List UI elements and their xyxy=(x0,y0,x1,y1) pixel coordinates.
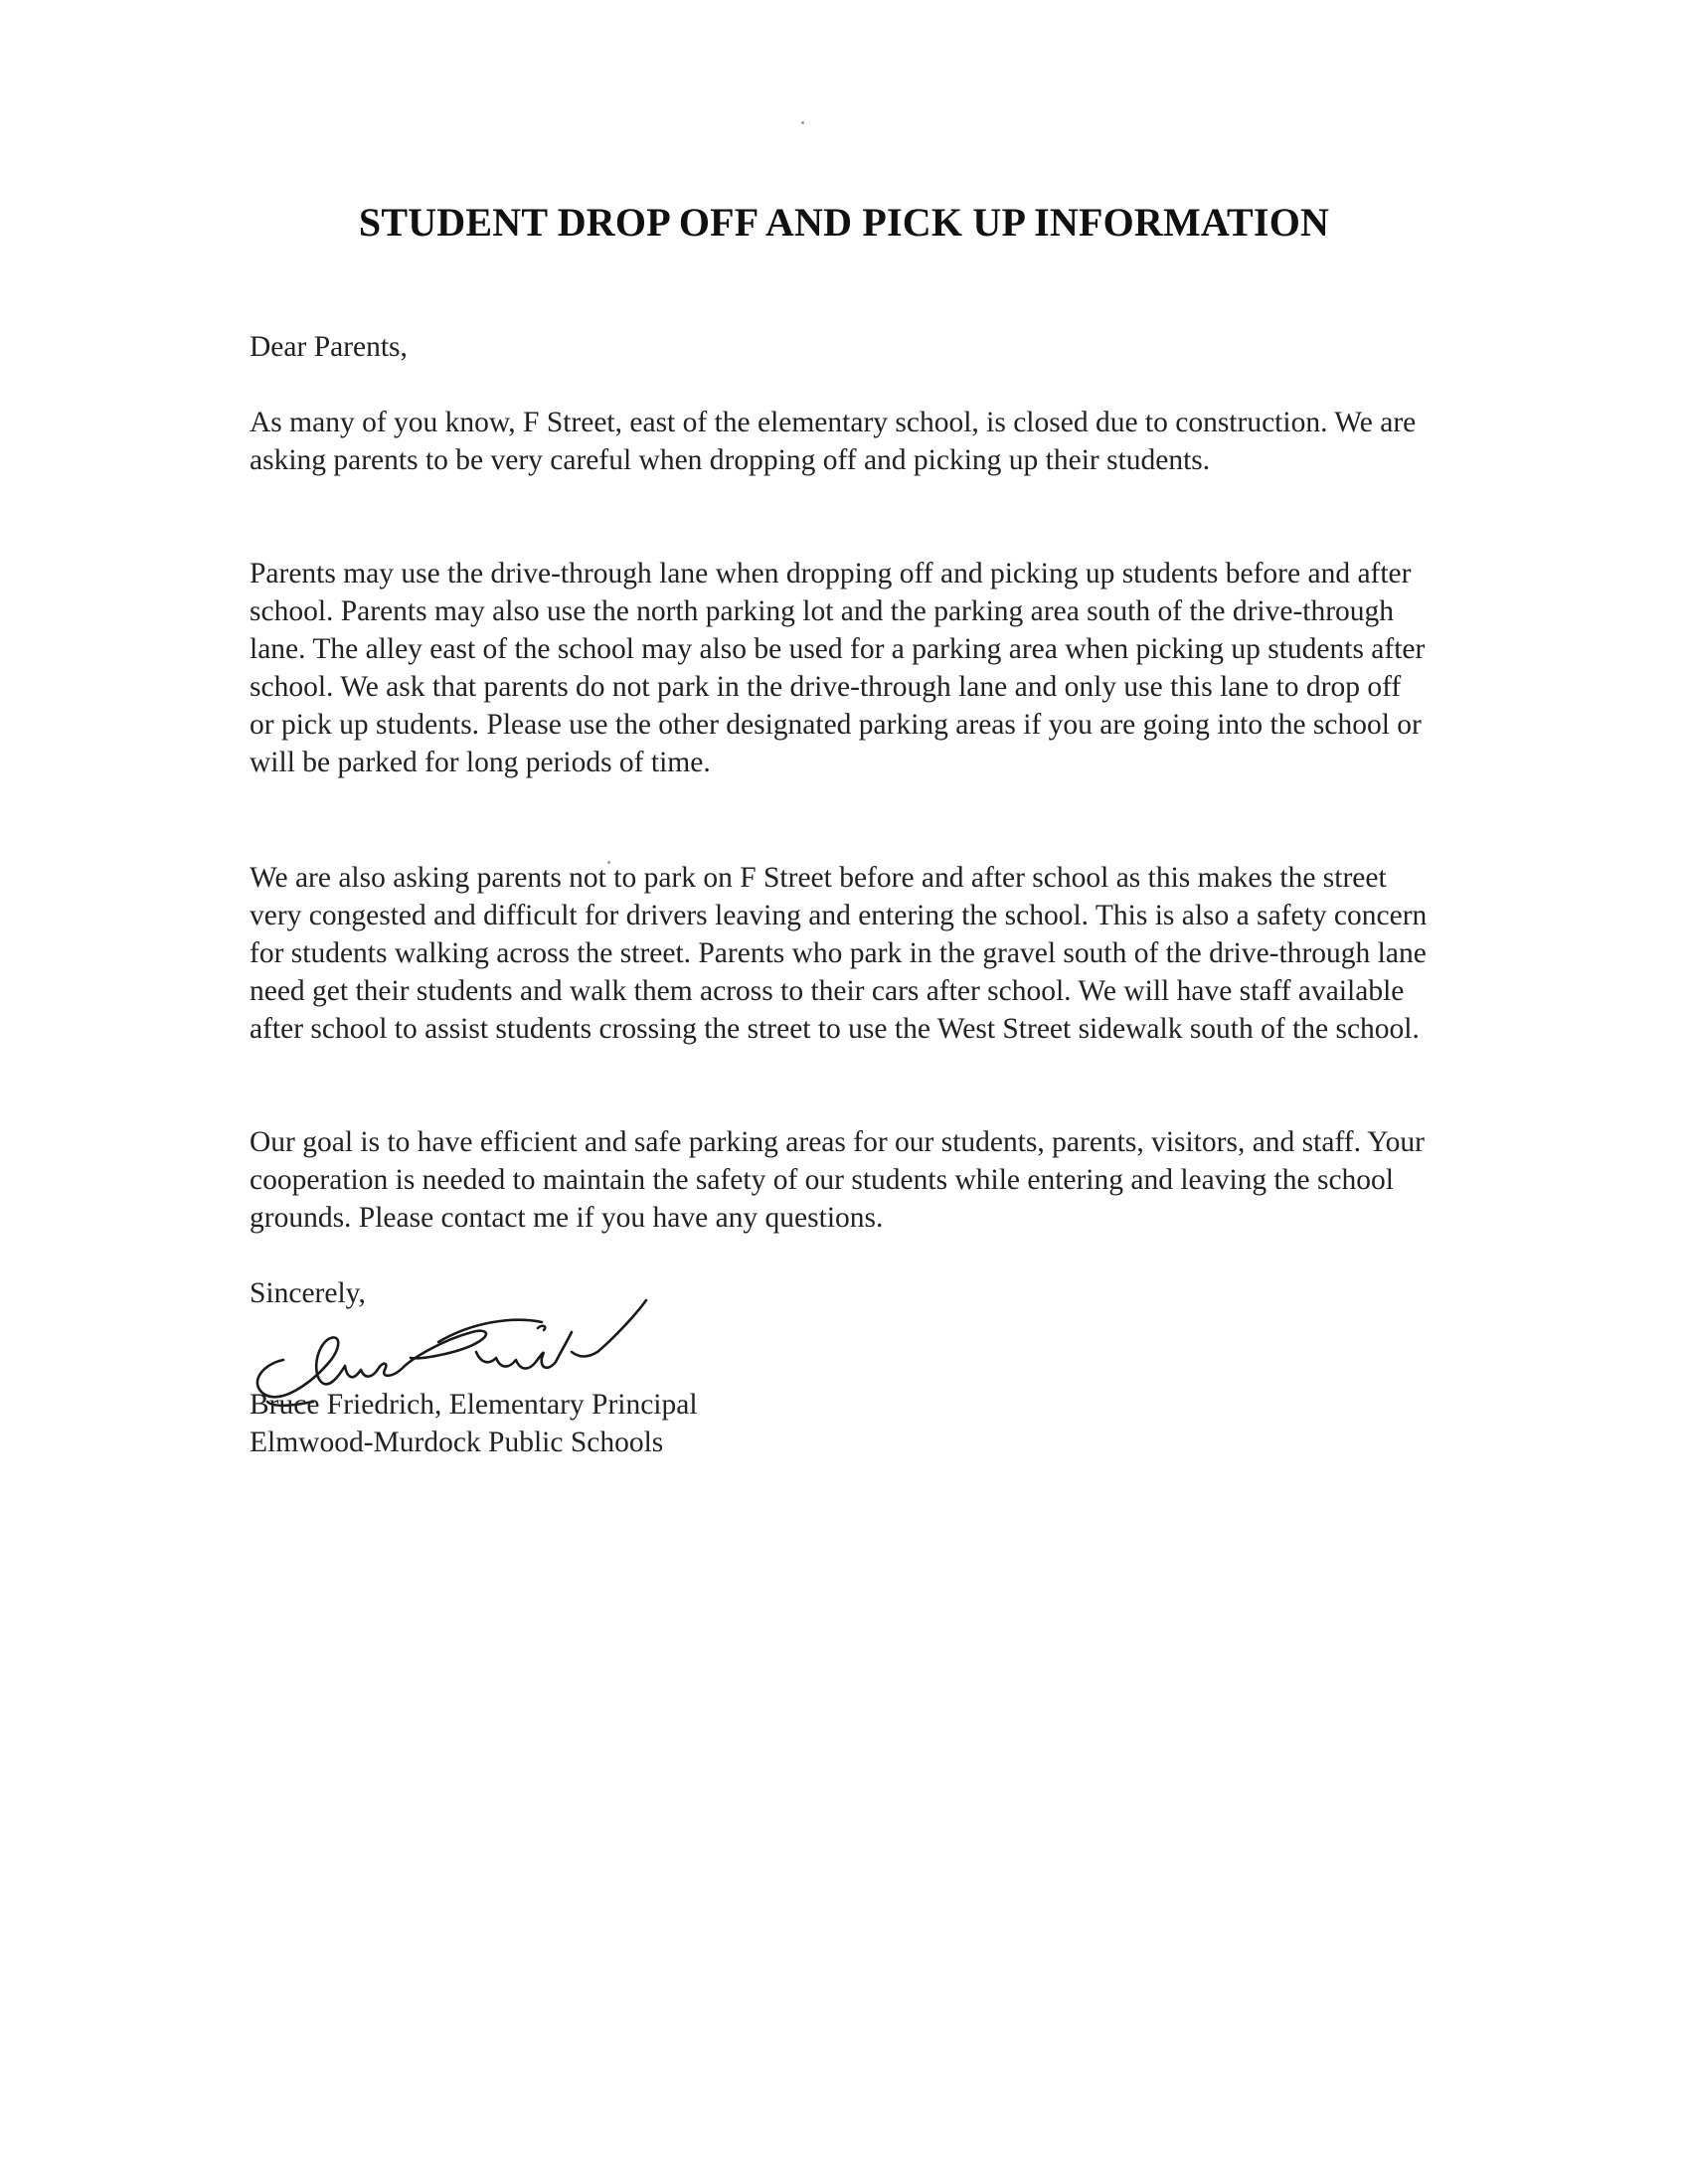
paragraph-2: Parents may use the drive-through lane when dropping off and picking up students before and after school. Parents may also use the north parking lot and the parking area south of the drive-through lane. The alley east of the school may also be used for a parking area when picking up students after school. We ask that parents do not park in the drive-through lane and only use this lane to drop off or pick up students. Please use the other designated parking areas if you are going into the school or will be parked for long periods of time. xyxy=(250,558,1426,778)
letter-title: STUDENT DROP OFF AND PICK UP INFORMATION xyxy=(358,200,1330,245)
paragraph-1: As many of you know, F Street, east of the elementary school, is closed due to construction. We are asking parents to be very careful when dropping off and picking up their students. xyxy=(250,407,1417,476)
scan-speck xyxy=(801,121,804,124)
paragraph-4: Our goal is to have efficient and safe parking areas for our students, parents, visitors, and staff. Your cooperation is needed to maintain the safety of our students while entering and leaving the school grounds. Please contact me if you have any questions. xyxy=(250,1126,1425,1234)
signer-organization: Elmwood-Murdock Public Schools xyxy=(250,1427,664,1458)
salutation: Dear Parents, xyxy=(250,331,408,363)
signer-name-title: Bruce Friedrich, Elementary Principal xyxy=(250,1389,698,1421)
paragraph-3: We are also asking parents not to park on F Street before and after school as this makes the street very congested and difficult for drivers leaving and entering the school. This is also a safety concern for students walking across the street. Parents who park in the gravel south of the drive-through lane need get their students and walk them across to their cars after school. We will have staff available after school to assist students crossing the street to use the West Street sidewalk south of the school. xyxy=(250,862,1428,1045)
closing: Sincerely, xyxy=(250,1277,366,1309)
